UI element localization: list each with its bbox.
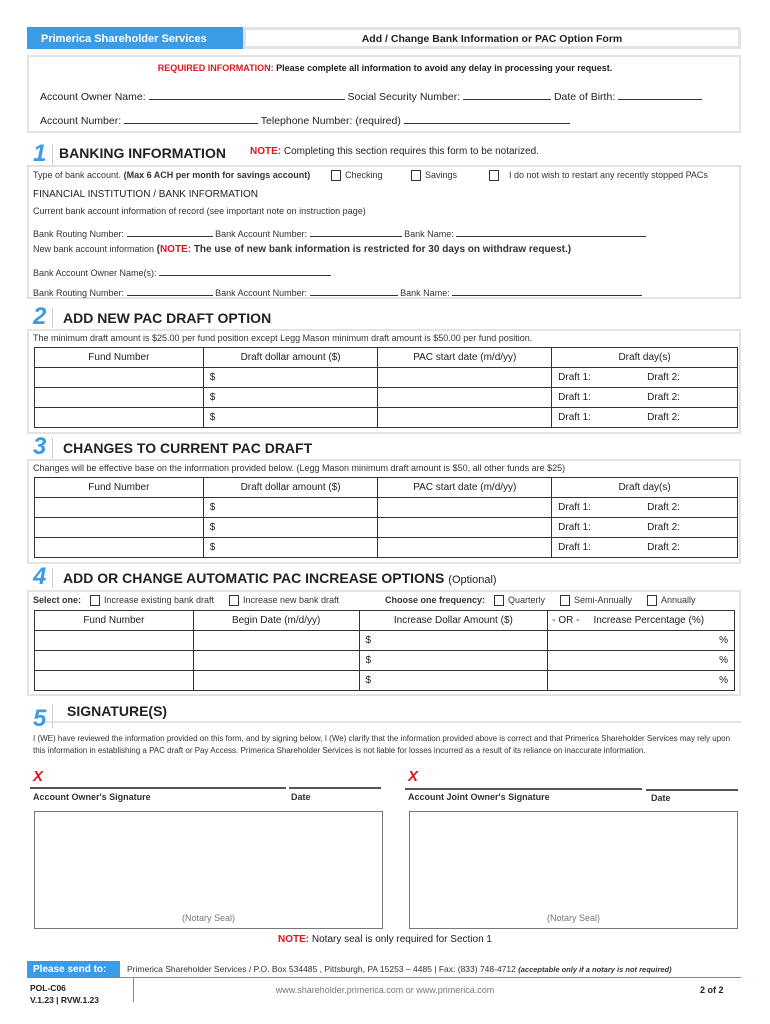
ssn-field[interactable] [463,90,551,100]
new-pac-draft-table [34,347,738,428]
quarterly-checkbox[interactable]: Quarterly [494,595,545,606]
table-row [35,368,738,388]
annually-checkbox[interactable]: Annually [647,595,696,606]
checkbox-icon[interactable] [229,595,239,606]
table-row [35,518,738,538]
fi-heading: FINANCIAL INSTITUTION / BANK INFORMATION [33,189,259,200]
draft-days-cell[interactable] [552,368,738,388]
current-account-field[interactable] [310,227,402,237]
draft-1-label: Draft 1: [558,372,591,383]
owner-name-field[interactable] [149,90,345,100]
current-routing-field[interactable] [127,227,213,237]
section-4-title: ADD OR CHANGE AUTOMATIC PAC INCREASE OPTIONS [63,570,445,586]
start-date-cell[interactable] [378,538,552,558]
section-2-title: ADD NEW PAC DRAFT OPTION [63,310,272,326]
increase-percent-cell[interactable]: % [548,631,735,651]
savings-checkbox[interactable]: Savings [411,170,457,181]
increase-existing-checkbox[interactable]: Increase existing bank draft [90,595,214,606]
new-bank-name-field[interactable] [452,286,642,296]
new-account-field[interactable] [310,286,398,296]
column-header: Draft day(s) [552,478,738,498]
fund-number-cell[interactable] [35,671,194,691]
new-routing-field[interactable] [127,286,213,296]
begin-date-cell[interactable] [193,651,359,671]
column-header: PAC start date (m/d/yy) [378,348,552,368]
telephone-field[interactable] [404,114,570,124]
section-5-title: SIGNATURE(S) [67,703,168,719]
start-date-cell[interactable] [378,388,552,408]
start-date-cell[interactable] [378,498,552,518]
draft-amount-cell[interactable]: $ [203,388,378,408]
account-number-field[interactable] [124,114,258,124]
page-number: 2 of 2 [700,985,724,995]
start-date-cell[interactable] [378,368,552,388]
fund-number-cell[interactable] [35,498,204,518]
fund-number-cell[interactable] [35,538,204,558]
change-pac-draft-table [34,477,738,558]
draft-days-cell[interactable] [552,388,738,408]
table-header-row [35,478,738,498]
column-header: Fund Number [35,478,204,498]
joint-date-line[interactable] [646,789,738,791]
section-4-number: 4 [33,563,47,590]
draft-amount-cell[interactable]: $ [203,368,378,388]
section-5-number: 5 [33,705,47,732]
section-1-number: 1 [33,140,47,167]
increase-dollar-cell[interactable]: $ [359,671,548,691]
semi-annually-checkbox[interactable]: Semi-Annually [560,595,632,606]
joint-signature-line[interactable] [405,788,642,790]
table-row [35,651,735,671]
draft-days-cell[interactable] [552,518,738,538]
table-row [35,671,735,691]
joint-notary-box: (Notary Seal) [409,811,738,929]
fund-number-cell[interactable] [35,651,194,671]
column-header: Begin Date (m/d/yy) [193,611,359,631]
send-to-label: Please send to: [27,961,120,978]
current-bank-name-field[interactable] [456,227,646,237]
section-2-number: 2 [33,303,47,330]
fund-number-cell[interactable] [35,631,194,651]
increase-percentage-header: Increase Percentage (%) [593,615,705,626]
draft-2-label: Draft 2: [647,412,680,423]
draft-amount-cell[interactable]: $ [203,408,378,428]
owner-signature-line[interactable] [30,787,286,789]
column-header: Draft dollar amount ($) [203,478,378,498]
column-header: Increase Dollar Amount ($) [359,611,548,631]
increase-new-checkbox[interactable]: Increase new bank draft [229,595,339,606]
draft-1-label: Draft 1: [558,542,591,553]
table-header-row [35,348,738,368]
draft-2-label: Draft 2: [647,542,680,553]
start-date-cell[interactable] [378,408,552,428]
column-header: Draft dollar amount ($) [203,348,378,368]
pac-increase-table [34,610,735,691]
draft-1-label: Draft 1: [558,502,591,513]
owner-notary-box: (Notary Seal) [34,811,383,929]
increase-dollar-cell[interactable]: $ [359,631,548,651]
section-3-title: CHANGES TO CURRENT PAC DRAFT [63,440,313,456]
draft-amount-cell[interactable]: $ [203,538,378,558]
draft-days-cell[interactable] [552,538,738,558]
start-date-cell[interactable] [378,518,552,538]
draft-2-label: Draft 2: [647,502,680,513]
column-header: Draft day(s) [552,348,738,368]
checkbox-icon[interactable] [560,595,570,606]
column-header: Fund Number [35,348,204,368]
website-link[interactable]: www.shareholder.primerica.com or www.primerica.com [275,985,495,995]
fund-number-cell[interactable] [35,388,204,408]
fund-number-cell[interactable] [35,518,204,538]
increase-percent-cell[interactable]: % [548,651,735,671]
required-notice: REQUIRED INFORMATION: Please complete all information to avoid any delay in processing your request. [157,63,613,73]
draft-amount-cell[interactable]: $ [203,498,378,518]
checkbox-icon[interactable] [90,595,100,606]
checking-checkbox[interactable]: Checking [331,170,383,181]
table-row [35,388,738,408]
table-row [35,631,735,651]
draft-2-label: Draft 2: [647,522,680,533]
form-title: Add / Change Bank Information or PAC Option Form [243,27,741,49]
signature-statement: I (WE) have reviewed the information provided on this form, and by signing below, I (We) clarify that the information provided above is correct and that Primerica Shareholder Services may rely upon this information in establishing a PAC draft or Pay Access. Primerica Shareholder Services is not liable for losses incurred as a result of its reliance on inaccurate information. [33,734,731,755]
brand-banner: Primerica Shareholder Services [27,27,243,49]
fund-number-cell[interactable] [35,408,204,428]
checkbox-icon[interactable] [494,595,504,606]
draft-1-label: Draft 1: [558,392,591,403]
notary-note: NOTE: Notary seal is only required for Section 1 [278,934,492,945]
begin-date-cell[interactable] [193,671,359,691]
or-label: - OR - [552,615,580,626]
draft-days-cell[interactable] [552,498,738,518]
section-3-number: 3 [33,433,47,460]
begin-date-cell[interactable] [193,631,359,651]
checkbox-icon[interactable] [331,170,341,181]
fund-number-cell[interactable] [35,368,204,388]
draft-1-label: Draft 1: [558,412,591,423]
table-row [35,538,738,558]
draft-days-cell[interactable] [552,408,738,428]
draft-1-label: Draft 1: [558,522,591,533]
increase-dollar-cell[interactable]: $ [359,651,548,671]
table-row [35,408,738,428]
table-row [35,498,738,518]
owner-date-line[interactable] [289,787,381,789]
draft-amount-cell[interactable]: $ [203,518,378,538]
table-header-row [35,611,735,631]
checkbox-icon[interactable] [489,170,499,181]
dob-field[interactable] [618,90,702,100]
new-owner-names-field[interactable] [159,266,331,276]
checkbox-icon[interactable] [411,170,421,181]
column-header: Fund Number [35,611,194,631]
draft-2-label: Draft 2: [647,372,680,383]
increase-percent-cell[interactable]: % [548,671,735,691]
section-1-title: BANKING INFORMATION [59,145,226,161]
draft-2-label: Draft 2: [647,392,680,403]
column-header [548,611,735,631]
no-restart-checkbox[interactable]: I do not wish to restart any recently stopped PACs [489,170,708,181]
checkbox-icon[interactable] [647,595,657,606]
column-header: PAC start date (m/d/yy) [378,478,552,498]
